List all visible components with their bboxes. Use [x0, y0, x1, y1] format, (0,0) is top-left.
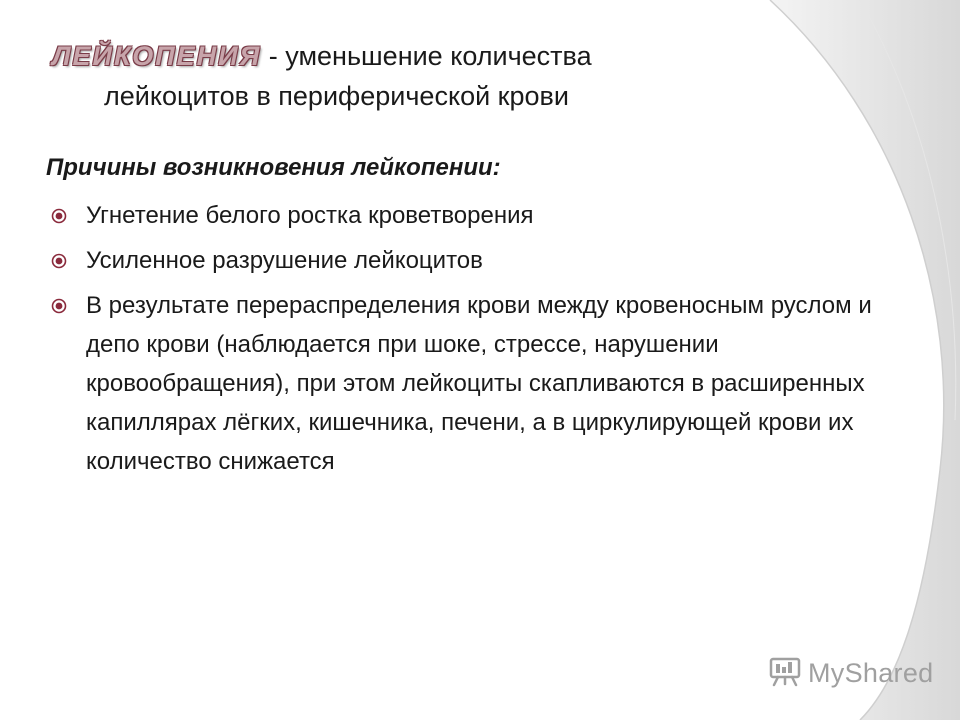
title-term: ЛЕЙКОПЕНИЯ [52, 41, 262, 71]
causes-heading: Причины возникновения лейкопении: [46, 154, 501, 181]
slide-title [52, 36, 752, 116]
list-item-text: Усиленное разрушение лейкоцитов [86, 247, 483, 274]
list-item [46, 241, 876, 280]
title-definition: - уменьшение количества [261, 41, 592, 71]
title-line-2: лейкоцитов в периферической крови [104, 81, 569, 111]
radio-bullet-icon [51, 253, 67, 269]
list-item [46, 286, 876, 481]
list-item [46, 196, 876, 235]
radio-bullet-icon [51, 298, 67, 314]
presentation-board-icon [768, 657, 802, 687]
title-line-1 [52, 36, 752, 76]
watermark-logo [768, 655, 934, 691]
radio-bullet-icon [51, 208, 67, 224]
list-item-text: В результате перераспределения крови между кровеносным руслом и депо крови (наблюдается при шоке, стрессе, нарушении кровообращения), при этом лейкоциты скапливаются в расширенных капиллярах лёгких, кишечника, печени, а в циркулирующей крови их количество снижается [86, 292, 872, 475]
causes-list [46, 196, 876, 487]
watermark-text: MyShared [808, 658, 934, 688]
list-item-text: Угнетение белого ростка кроветворения [86, 202, 534, 229]
